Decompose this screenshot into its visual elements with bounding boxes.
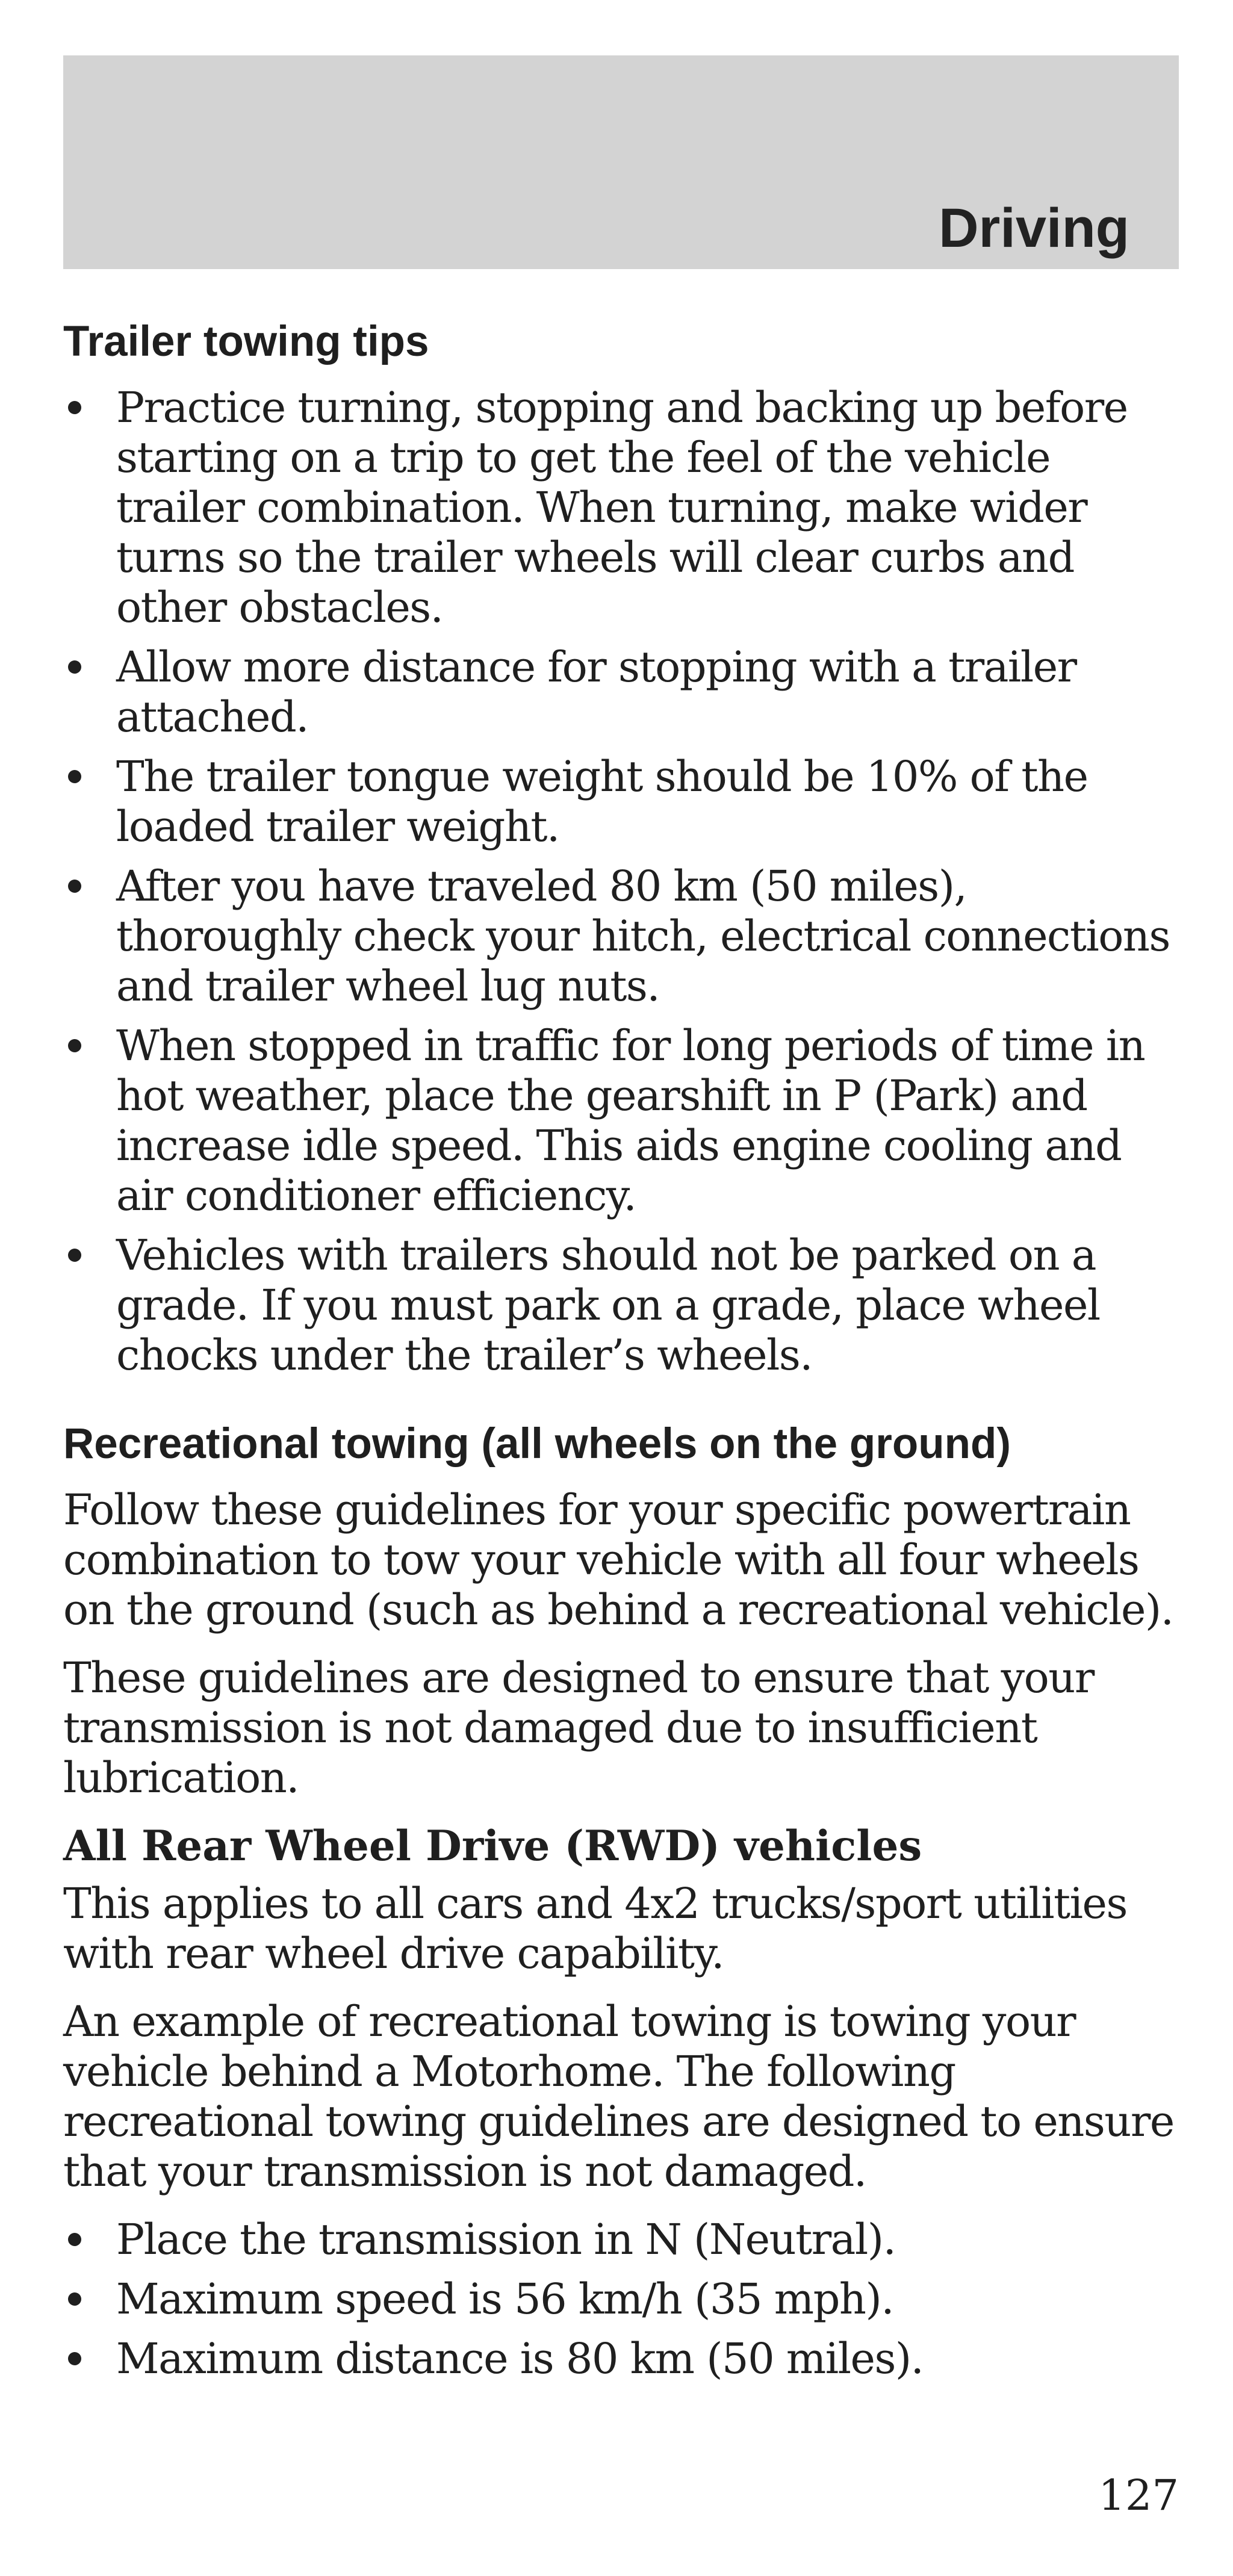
paragraph: An example of recreational towing is towing your vehicle behind a Motorhome. The following recreational towing guidelines are designed to ensure that your transmission is not damaged. (63, 1997, 1174, 2196)
paragraph: Follow these guidelines for your specific powertrain combination to tow your vehicle with all four wheels on the ground (such as behind a recreational vehicle). (63, 1485, 1173, 1634)
list-item (63, 1021, 1183, 1221)
section-title: Driving (939, 197, 1129, 259)
page-content (63, 312, 1183, 2394)
bullet-icon (68, 1039, 81, 1052)
list-item-text: Place the transmission in N (Neutral). (116, 2215, 896, 2264)
paragraph: This applies to all cars and 4x2 trucks/sport utilities with rear wheel drive capability. (63, 1879, 1127, 1978)
rwd-vehicles-heading: All Rear Wheel Drive (RWD) vehicles (63, 1822, 922, 1870)
list-item-text: Maximum distance is 80 km (50 miles). (116, 2334, 924, 2383)
list-item (63, 383, 1183, 633)
bullet-icon (68, 1249, 81, 1262)
list-item (63, 2274, 1183, 2324)
bullet-icon (68, 660, 81, 674)
bullet-icon (68, 770, 81, 783)
paragraph: These guidelines are designed to ensure that your transmission is not damaged due to insufficient lubrication. (63, 1653, 1094, 1802)
bullet-icon (68, 401, 81, 414)
rwd-guidelines-list (63, 2215, 1183, 2384)
list-item-text: The trailer tongue weight should be 10% of the loaded trailer weight. (116, 752, 1088, 851)
list-item (63, 1231, 1183, 1380)
bullet-icon (68, 880, 81, 893)
list-item (63, 752, 1183, 852)
bullet-icon (68, 2292, 81, 2306)
list-item (63, 642, 1183, 742)
trailer-tips-list (63, 383, 1183, 1380)
list-item-text: When stopped in traffic for long periods of time in hot weather, place the gearshift in P (Park) and increase idle speed. This aids engine cooling and air conditioner efficiency. (116, 1021, 1145, 1220)
section-header-band (63, 55, 1179, 269)
page-number: 127 (1098, 2471, 1179, 2520)
trailer-towing-tips-heading: Trailer towing tips (63, 318, 429, 365)
list-item (63, 2334, 1183, 2384)
list-item-text: Allow more distance for stopping with a trailer attached. (116, 642, 1076, 742)
list-item (63, 861, 1183, 1011)
list-item-text: Practice turning, stopping and backing up before starting on a trip to get the feel of the vehicle trailer combination. When turning, make wider turns so the trailer wheels will clear curbs and other obstacles. (116, 383, 1128, 632)
recreational-towing-heading: Recreational towing (all wheels on the ground) (63, 1420, 1011, 1468)
list-item-text: Vehicles with trailers should not be parked on a grade. If you must park on a grade, place wheel chocks under the trailer’s wheels. (116, 1231, 1100, 1380)
list-item-text: After you have traveled 80 km (50 miles), thoroughly check your hitch, electrical connections and trailer wheel lug nuts. (116, 861, 1170, 1011)
bullet-icon (68, 2352, 81, 2365)
list-item-text: Maximum speed is 56 km/h (35 mph). (116, 2274, 894, 2324)
list-item (63, 2215, 1183, 2265)
bullet-icon (68, 2233, 81, 2246)
